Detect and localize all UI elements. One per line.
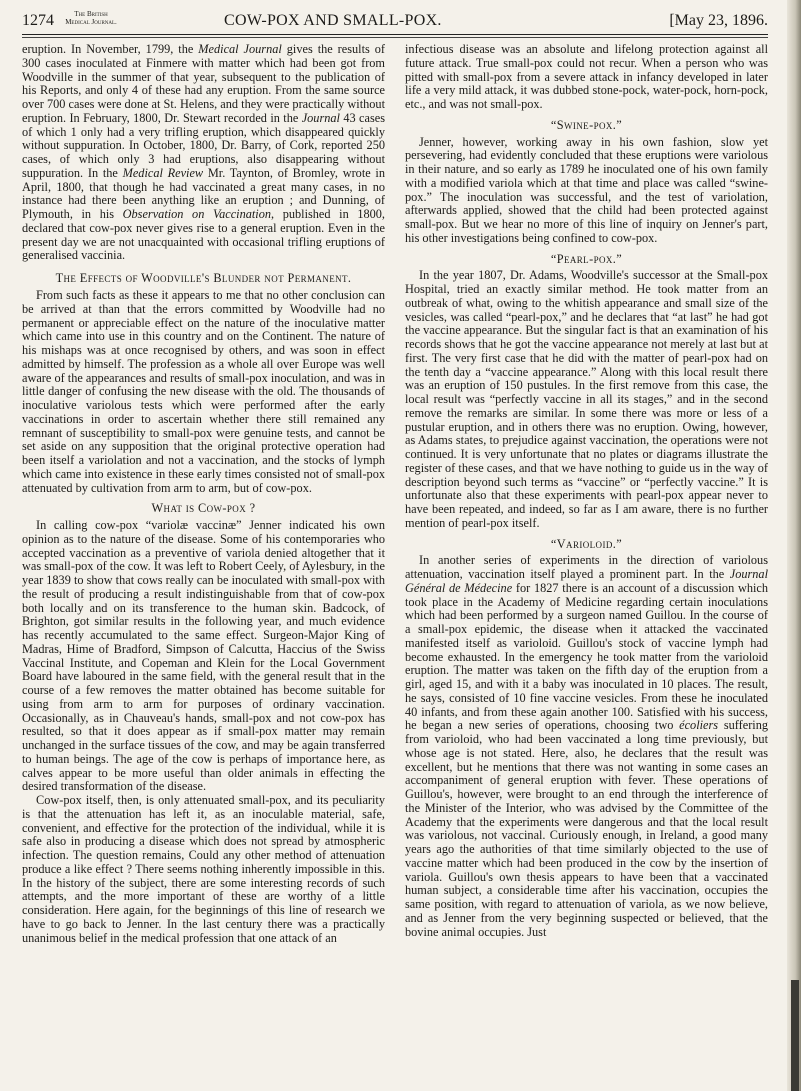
right-column (405, 43, 768, 939)
paragraph: Cow-pox itself, then, is only attenuated small-pox, and its peculiarity is that the attenuation has left it, as an inoculable material, safe, convenient, and effective for the protection of the individual, while it is safe also in producing a disease which does not spread by atmospheric infection. The question remains, Could any other method of attenuation produce a like effect ? There seems nothing inherently impossible in this. In the history of the subject, there are some interesting records of such attempts, and the more important of these are worthy of a little consideration. Here again, for the beginnings of this line of research we have to go back to Jenner. In the last century there was a practically unanimous belief in the medical profession that one attack of an (22, 793, 385, 945)
section-heading-effects: The Effects of Woodville's Blunder not Permanent. (55, 271, 352, 285)
header-rule-thin (22, 37, 768, 38)
page-edge-dark (791, 980, 799, 1091)
paragraph: In another series of experiments in the direction of variolous attenuation, vaccination itself played a prominent part. In the Journal Général de Médecine for 1827 there is an account of a discussion which took place in the Academy of Medicine regarding certain inoculations which had been performed by a surgeon named Guillou. In the course of a small-pox epidemic, the disease when it attacked the vaccinated manifested itself as varioloid. Guillou's stock of vaccine lymph had become exhausted. In the emergency he took matter from the varioloid eruption. The matter was taken on the fifth day of the eruption from a girl, aged 15, and with it a baby was inoculated in 10 places. The result, he says, consisted of 10 fine vaccine vesicles. From these he inoculated 40 infants, and from these again another 100. Satisfied with his success, he began a new series of operations, choosing two écoliers suffering from varioloid, who had been vaccinated a long time previously, but whose age is not stated. Here, also, he declares that the result was excellent, but he mentions that there was not wanting in some cases an accompaniment of general eruption with fever. These operations of Guillou's, however, were brought to an end through the interference of the Minister of the Interior, who was advised by the Committee of the Academy that the experiments were dangerous and that the local result was variolous, not vaccinal. Curiously enough, in Ireland, a good many years ago the authorities of that time similarly objected to the use of vaccine matter which had been produced in the cow by the insertion of variola. Guillou's own thesis appears to have been that a vaccinated human subject, a considerable time after his vaccination, occupies the same position, with regard to attenuation of variola, as we now believe, and as Jenner from the very beginning suspected or believed, that the bovine animal occupies. Just (405, 553, 769, 939)
page-header (22, 10, 786, 34)
section-heading-swine-pox: “Swine-pox.” (550, 117, 623, 132)
left-column (22, 43, 385, 945)
journal-name-line1: The British (74, 10, 108, 18)
journal-name (62, 10, 120, 26)
section-heading-what-is-cow-pox: What is Cow-pox ? (151, 501, 256, 516)
section-heading-varioloid: “Varioloid.” (550, 536, 623, 551)
issue-date: [May 23, 1896. (669, 12, 768, 29)
paragraph: eruption. In November, 1799, the Medical Journal gives the results of 300 cases inoculated at Finmere with matter which had been got from Woodville in the summer of that year, subsequent to the publication of his Reports, and only 4 of these had any eruption. From the same source over 700 cases were done at St. Helens, and they were practically without eruption. In February, 1800, Dr. Stewart recorded in the Journal 43 cases of which 1 only had a very trifling eruption, which disappeared quickly without suppuration. In October, 1800, Dr. Barry, of Cork, reported 250 cases, of which only 3 had eruptions, also disappearing without suppuration. In the Medical Review Mr. Taynton, of Bromley, wrote in April, 1800, that though he had vaccinated a great many cases, in no instance had there been anything like an eruption ; and Dunning, of Plymouth, in his Observation on Vaccination, published in 1800, declared that cow-pox never gives rise to a general eruption. Even in the present day we are not unacquainted with occasional trifling eruptions of generalised vaccinia. (22, 42, 385, 263)
paragraph: In calling cow-pox “variolæ vaccinæ” Jenner indicated his own opinion as to the nature of the disease. Some of his contemporaries who accepted vaccination as a preventive of variola denied altogether that it was small-pox of the cow. It was left to Robert Ceely, of Aylesbury, in the year 1839 to show that cows really can be inoculated with small-pox with the result of producing a result indistinguishable from that of cow-pox both locally and on its transference to the human skin. Badcock, of Brighton, got similar results in the following year, and much evidence has recently accumulated to the same effect. Surgeon-Major King of Madras, Hime of Bradford, Simpson of Calcutta, Haccius of the Swiss Vaccinal Institute, and Copeman and Klein for the Local Government Board have laboured in the same field, with the general result that in the course of a few removes the matter obtained has become suitable for using from arm to arm for purposes of ordinary vaccination. Occasionally, as in Chauveau's hands, small-pox and not cow-pox has resulted, so that it does appear as if small-pox matter may remain unchanged in the surface tissues of the cow, and may be again transferred to human beings. The age of the cow is perhaps of importance here, as calves appear to be more useful than older animals in effecting the desired transformation of the disease. (22, 518, 385, 794)
section-heading-pearl-pox: “Pearl-pox.” (550, 251, 623, 266)
page-number: 1274 (22, 12, 54, 29)
paragraph: From such facts as these it appears to me that no other conclusion can be arrived at than that the errors committed by Woodville had no permanent or appreciable effect on the nature of the inoculative matter which came into use in this country and on the Continent. The nature of his mishaps was at once recognised by others, and was soon in effect admitted by himself. The profession as a whole all over Europe was well aware of the appearances and results of small-pox inoculation, and was in little danger of confusing the new disease with the old. The thousands of inoculative variolous tests which were performed after the early vaccinations in order to ascertain whether there still remained any remnant of susceptibility to small-pox were genuine tests, and cannot be set aside on any supposition that the original protective operation had been itself a variolation and not a vaccination, and the stocks of lymph which came into existence in these early times consisted not of small-pox attenuated by cultivation from arm to arm, but of cow-pox. (22, 288, 385, 495)
paragraph: In the year 1807, Dr. Adams, Woodville's successor at the Small-pox Hospital, tried an exactly similar method. He took matter from an outbreak of what, owing to the whitish appearance and small size of the vesicles, was called “pearl-pox,” and he declares that “at last” he had got the vaccine appearance. But the singular fact is that an examination of his records shows that he got the vaccine appearance not merely at last but at first. The very first case that he did with the matter of pearl-pox had on the tenth day a “vaccine appearance.” Along with this local result there was an eruption of 150 pustules. In the first remove from this case, the local result was “perfectly vaccine in all its stages,” and in the second remove the remarks are similar. In some there was more or less of a pustular eruption, and in others there was no eruption. Owing, however, as Adams states, to prejudice against vaccination, the operations were not continued. It is very unfortunate that no plates or diagrams illustrate the register of these cases, and that we have nothing to guide us in the way of description beyond such terms as “vaccine” or “perfectly vaccine.” It is unfortunate also that these experiments with pearl-pox appear never to have been repeated, and indeed, so far as I am aware, there is no further mention of pearl-pox itself. (405, 268, 768, 530)
journal-name-line2: Medical Journal. (65, 18, 117, 26)
page-edge-shadow (787, 0, 801, 1091)
header-rule (22, 34, 768, 35)
paragraph: infectious disease was an absolute and lifelong protection against all future attack. True small-pox could not recur. When a person who was pitted with small-pox from a severe attack in infancy developed in later life a very mild attack, it was dubbed stone-pock, water-pock, horn-pock, etc., and was not small-pox. (405, 42, 768, 111)
paragraph: Jenner, however, working away in his own fashion, slow yet persevering, had evidently concluded that these eruptions were variolous in their nature, and so early as 1789 he inoculated one of his own family with a modified variola which at that time and place was called “swine-pox.” The inoculation was successful, and the test of variolation, afterwards applied, showed that the child had been protected against small-pox. But we hear no more of this line of inquiry on Jenner's part, his other investigations being confined to cow-pox. (405, 134, 768, 245)
running-title: COW-POX AND SMALL-POX. (224, 12, 442, 29)
